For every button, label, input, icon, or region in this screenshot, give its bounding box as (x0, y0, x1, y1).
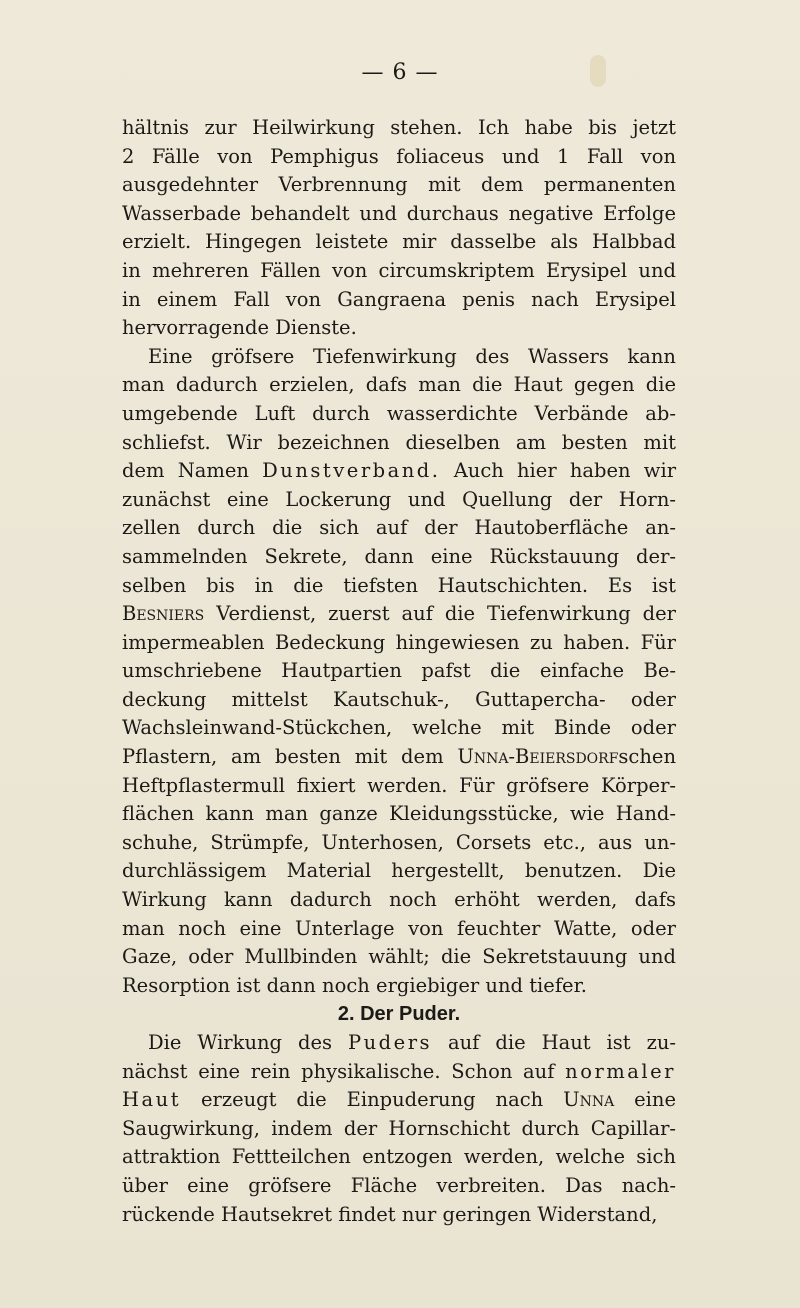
text-line: rückende Hautsekret findet nur geringen Widerstand, (122, 1202, 658, 1226)
text-line: attraktion Fettteilchen entzogen werden, welche sich (122, 1145, 676, 1169)
text-line: Besniers Verdienst, zuerst auf die Tiefenwirkung der (122, 602, 676, 626)
text-line: Eine gröfsere Tiefenwirkung des Wassers kann (148, 344, 676, 368)
text-line: über eine gröfsere Fläche verbreiten. Das nach- (122, 1173, 676, 1197)
text-line: Saugwirkung, indem der Hornschicht durch Capillar- (122, 1116, 676, 1140)
text-line: zellen durch die sich auf der Hautoberfläche an- (122, 516, 676, 540)
text-line: in einem Fall von Gangraena penis nach Erysipel (122, 287, 676, 311)
text-line: 2 Fälle von Pemphigus foliaceus und 1 Fall von (122, 144, 676, 168)
author-besnier: Besniers (122, 602, 205, 626)
body-text (122, 114, 676, 1229)
text-line: Wachsleinwand-Stückchen, welche mit Binde oder (122, 716, 676, 740)
text-line: umgebende Luft durch wasserdichte Verbände ab- (122, 401, 676, 425)
text-line: schuhe, Strümpfe, Unterhosen, Corsets etc., aus un- (122, 830, 676, 854)
text-line: man noch eine Unterlage von feuchter Watte, oder (122, 916, 676, 940)
text-line: Wasserbade behandelt und durchaus negative Erfolge (122, 201, 676, 225)
section-heading: 2. Der Puder. (337, 1003, 461, 1026)
author-unna: Unna (563, 1088, 615, 1112)
text-line: Haut erzeugt die Einpuderung nach Unna eine (122, 1088, 676, 1112)
text-line: umschriebene Hautpartien pafst die einfache Be- (122, 659, 676, 683)
text-line: Gaze, oder Mullbinden wählt; die Sekretstauung und (122, 945, 676, 969)
text-line: hervorragende Dienste. (122, 316, 357, 340)
text-line: deckung mittelst Kautschuk-, Guttapercha- oder (122, 687, 676, 711)
term-dunstverband: Dunstverband. (262, 459, 441, 483)
page-number: — 6 — (361, 60, 439, 85)
term-haut: Haut (122, 1088, 182, 1112)
text-line: impermeablen Bedeckung hingewiesen zu haben. Für (122, 630, 676, 654)
text-line: dem Namen Dunstverband. Auch hier haben wir (122, 459, 677, 483)
text-line: Resorption ist dann noch ergiebiger und tiefer. (122, 973, 587, 997)
text-line: hältnis zur Heilwirkung stehen. Ich habe bis jetzt (122, 116, 676, 139)
text-line: in mehreren Fällen von circumskriptem Erysipel und (122, 258, 676, 282)
text-line: sammelnden Sekrete, dann eine Rückstauung der- (122, 544, 676, 568)
text-line: Pflastern, am besten mit dem Unna-Beiersdorfschen (122, 745, 677, 769)
text-line: ausgedehnter Verbrennung mit dem permanenten (122, 173, 676, 197)
text-line: Die Wirkung des Puders auf die Haut ist zu- (148, 1031, 677, 1054)
term-normaler: normaler (565, 1059, 677, 1083)
text-line: flächen kann man ganze Kleidungsstücke, wie Hand- (122, 802, 676, 826)
text-line: selben bis in die tiefsten Hautschichten. Es ist (122, 573, 676, 597)
text-line: zunächst eine Lockerung und Quellung der Horn- (122, 487, 676, 511)
text-line: schliefst. Wir bezeichnen dieselben am besten mit (122, 430, 676, 454)
author-unna-beiersdorf: Unna-Beiersdorf (457, 745, 619, 769)
text-line: Heftpflastermull fixiert werden. Für gröfsere Körper- (122, 773, 676, 797)
term-puders: Puders (348, 1031, 433, 1054)
text-line: nächst eine rein physikalische. Schon auf normaler (122, 1059, 677, 1083)
text-line: durchlässigem Material hergestellt, benutzen. Die (122, 859, 676, 883)
text-line: man dadurch erzielen, dafs man die Haut gegen die (122, 373, 676, 397)
text-line: Wirkung kann dadurch noch erhöht werden, dafs (122, 888, 676, 912)
text-line: erzielt. Hingegen leistete mir dasselbe als Halbbad (122, 230, 676, 254)
